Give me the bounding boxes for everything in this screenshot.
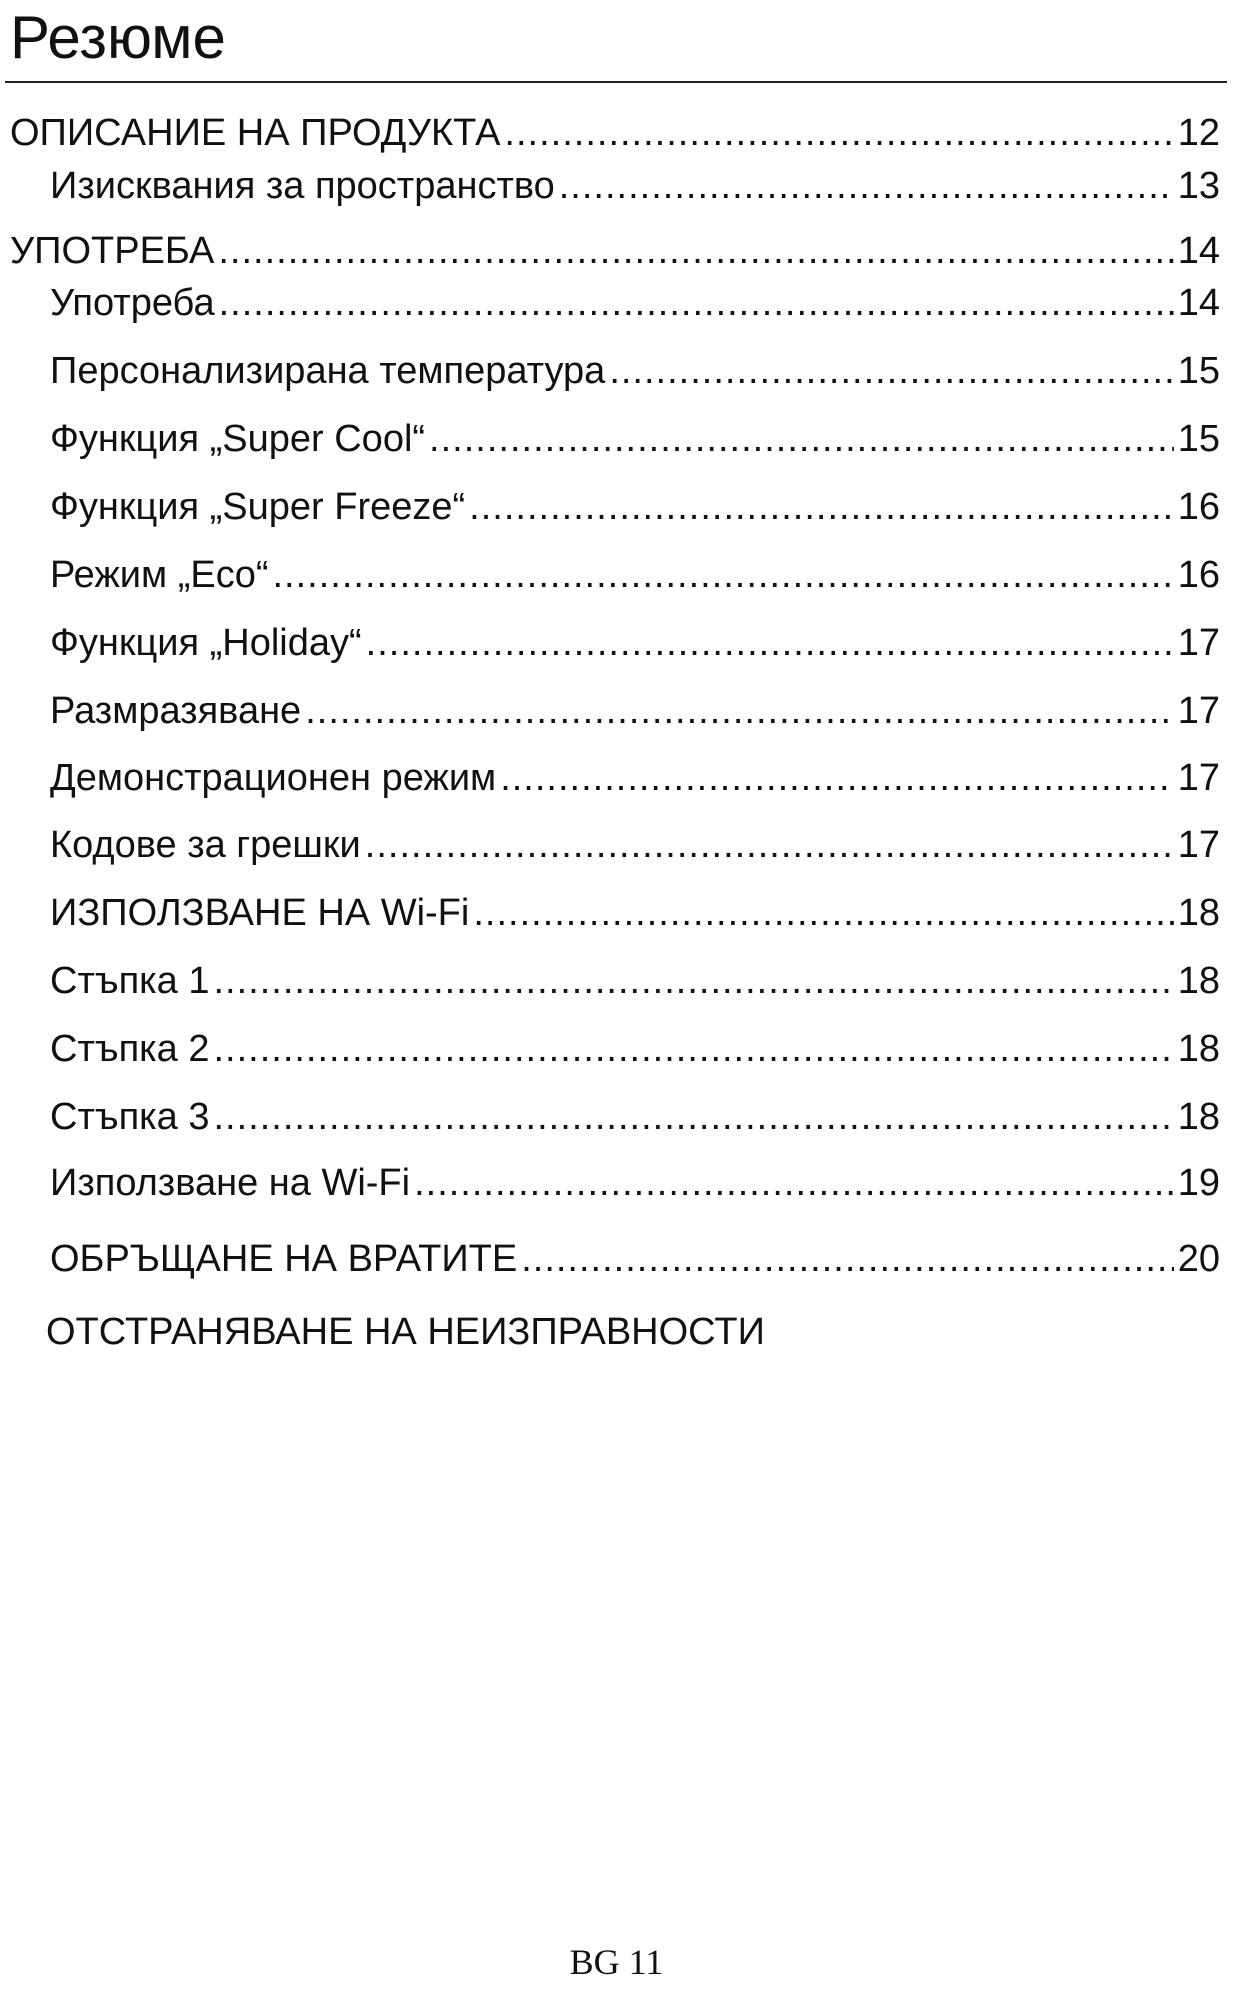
toc-entry-page: 16: [1177, 486, 1220, 528]
page-number-footer: BG 11: [569, 1942, 664, 1982]
toc-dot-leader: [521, 1236, 1174, 1282]
toc-entry-page: 18: [1177, 1096, 1220, 1138]
toc-entry-page: 16: [1177, 554, 1220, 596]
toc-entry-page: 12: [1177, 112, 1220, 154]
toc-dot-leader: [305, 688, 1174, 734]
toc-entry-label: Функция „Super Freeze“: [50, 486, 466, 528]
toc-dot-leader: [414, 1160, 1174, 1206]
toc-dot-leader: [273, 552, 1174, 598]
toc-entry-using-wifi[interactable]: [50, 1160, 1220, 1206]
toc-dot-leader: [218, 228, 1173, 274]
toc-entry-page: 19: [1177, 1162, 1220, 1204]
toc-entry-page: 17: [1177, 690, 1220, 732]
toc-dot-leader: [219, 280, 1174, 326]
toc-entry-label: Демонстрационен режим: [50, 757, 497, 799]
page-title: Резюме: [10, 4, 226, 71]
toc-entry-super-freeze[interactable]: [50, 484, 1220, 530]
toc-entry-step-3[interactable]: [50, 1094, 1220, 1140]
toc-entry-super-cool[interactable]: [50, 416, 1220, 462]
toc-entry-eco-mode[interactable]: [50, 552, 1220, 598]
toc-dot-leader: [429, 416, 1174, 462]
toc-entry-product-description[interactable]: [10, 110, 1220, 156]
toc-dot-leader: [366, 620, 1174, 666]
toc-entry-label: Използване на Wi-Fi: [50, 1162, 411, 1204]
toc-dot-leader: [213, 958, 1173, 1004]
toc-dot-leader: [473, 890, 1173, 936]
toc-entry-label: ОПИСАНИЕ НА ПРОДУКТА: [10, 112, 501, 154]
toc-entry-space-requirements[interactable]: [50, 163, 1220, 209]
toc-entry-step-1[interactable]: [50, 958, 1220, 1004]
toc-entry-label: Изисквания за пространство: [50, 165, 555, 207]
toc-dot-leader: [609, 348, 1173, 394]
toc-entry-step-2[interactable]: [50, 1026, 1220, 1072]
toc-entry-wifi-usage-section[interactable]: [50, 890, 1220, 936]
toc-dot-leader: [213, 1026, 1173, 1072]
toc-entry-page: 13: [1177, 165, 1220, 207]
toc-entry-demo-mode[interactable]: [50, 755, 1220, 801]
toc-dot-leader: [500, 755, 1174, 801]
toc-entry-label: Размразяване: [50, 690, 302, 732]
toc-entry-page: 17: [1177, 622, 1220, 664]
toc-dot-leader: [504, 110, 1173, 156]
toc-entry-label: Стъпка 2: [50, 1028, 210, 1070]
toc-entry-usage[interactable]: [50, 280, 1220, 326]
toc-entry-defrosting[interactable]: [50, 688, 1220, 734]
toc-entry-label: УПОТРЕБА: [10, 230, 215, 272]
toc-entry-holiday[interactable]: [50, 620, 1220, 666]
toc-entry-page: 18: [1177, 1028, 1220, 1070]
toc-entry-label: Персонализирана температура: [50, 350, 606, 392]
toc-entry-page: 14: [1177, 230, 1220, 272]
toc-entry-error-codes[interactable]: [50, 822, 1220, 868]
toc-entry-custom-temperature[interactable]: [50, 348, 1220, 394]
toc-dot-leader: [213, 1094, 1173, 1140]
toc-entry-label: Употреба: [50, 282, 215, 324]
toc-entry-page: 14: [1177, 282, 1220, 324]
toc-entry-page: 17: [1177, 824, 1220, 866]
toc-entry-page: 15: [1177, 350, 1220, 392]
toc-entry-label: Стъпка 1: [50, 960, 210, 1002]
toc-entry-label: ОТСТРАНЯВАНЕ НА НЕИЗПРАВНОСТИ: [46, 1311, 765, 1353]
toc-entry-page: 20: [1177, 1238, 1220, 1280]
toc-entry-door-reversal[interactable]: [50, 1236, 1220, 1282]
toc-entry-page: 18: [1177, 960, 1220, 1002]
toc-entry-label: Функция „Holiday“: [50, 622, 362, 664]
toc-entry-usage-section[interactable]: [10, 228, 1220, 274]
toc-entry-label: Стъпка 3: [50, 1096, 210, 1138]
toc-dot-leader: [365, 822, 1174, 868]
toc-entry-label: Режим „Eco“: [50, 554, 269, 596]
toc-dot-leader: [469, 484, 1174, 530]
toc-entry-troubleshooting[interactable]: [46, 1309, 1220, 1355]
toc-entry-page: 17: [1177, 757, 1220, 799]
toc-entry-label: Функция „Super Cool“: [50, 418, 426, 460]
toc-entry-label: Кодове за грешки: [50, 824, 361, 866]
toc-entry-label: ИЗПОЛЗВАНЕ НА Wi-Fi: [50, 892, 470, 934]
toc-entry-page: 15: [1177, 418, 1220, 460]
toc-entry-label: ОБРЪЩАНЕ НА ВРАТИТЕ: [50, 1238, 518, 1280]
toc-entry-page: 18: [1177, 892, 1220, 934]
toc-dot-leader: [559, 163, 1174, 209]
